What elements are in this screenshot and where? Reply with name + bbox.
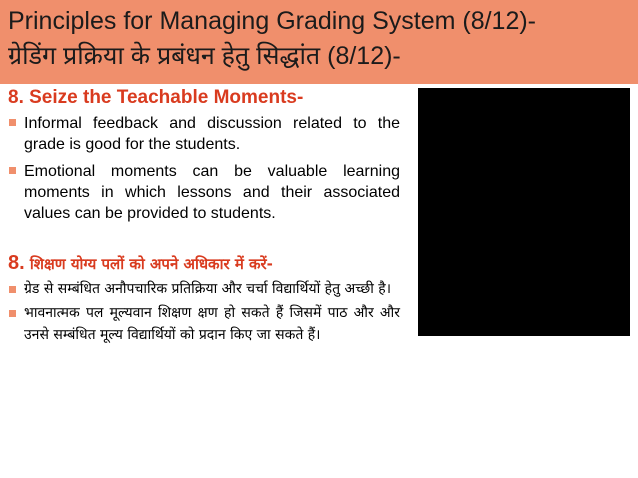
- list-item: [8, 278, 400, 300]
- bullet-icon: [9, 119, 16, 126]
- section-heading-hindi: [8, 252, 400, 275]
- bullet-icon: [9, 286, 16, 293]
- bullet-icon: [9, 310, 16, 317]
- slide-title-english: Principles for Managing Grading System (8/12)-: [8, 7, 537, 35]
- slide-title-bar: [0, 0, 638, 84]
- media-placeholder: [418, 88, 630, 336]
- bullet-text: भावनात्मक पल मूल्यवान शिक्षण क्षण हो सकते हैं जिसमें पाठ और और उनसे सम्बंधित मूल्य विद्यार्थियों को प्रदान किए जा सकते हैं।: [24, 305, 400, 343]
- bullet-list-hindi: [8, 278, 400, 346]
- section-heading-hindi-text: शिक्षण योग्य पलों को अपने अधिकार में करें-: [24, 255, 273, 273]
- bullet-text: Emotional moments can be valuable learning moments in which lessons and their associated values can be provided to students.: [24, 163, 400, 222]
- section-number: 8.: [8, 252, 25, 274]
- slide-content: [8, 86, 400, 348]
- slide-title-hindi: ग्रेडिंग प्रक्रिया के प्रबंधन हेतु सिद्धांत (8/12)-: [8, 42, 401, 70]
- list-item: [8, 113, 400, 155]
- section-heading-english: 8. Seize the Teachable Moments-: [8, 87, 304, 108]
- list-item: [8, 302, 400, 346]
- bullet-icon: [9, 167, 16, 174]
- bullet-text: ग्रेड से सम्बंधित अनौपचारिक प्रतिक्रिया और चर्चा विद्यार्थियों हेतु अच्छी है।: [24, 281, 392, 297]
- list-item: [8, 161, 400, 224]
- bullet-text: Informal feedback and discussion related to the grade is good for the students.: [24, 115, 400, 153]
- bullet-list-english: [8, 113, 400, 224]
